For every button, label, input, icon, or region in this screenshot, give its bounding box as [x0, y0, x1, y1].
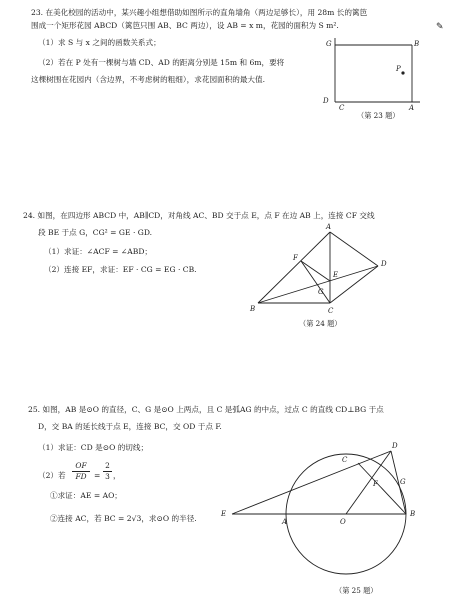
q25-line1: 25. 如图，AB 是⊙O 的直径，C、G 是⊙O 上两点，且 C 是弧AG 的中点，过点 C 的直线 CD⊥BG 于点 — [28, 405, 384, 414]
q25-part2-sub1: ①求证：AE = AO； — [50, 491, 122, 500]
pen-cursor-icon: ✎ — [436, 22, 444, 32]
q23-line2: 围成一个矩形花园 ABCD（篱笆只围 AB、BC 两边），设 AB = x m，花园的面积为 S m². — [31, 21, 339, 30]
q24-label-B: B — [250, 305, 256, 313]
q25-chord-BC — [358, 463, 406, 514]
q23-part1: （1）求 S 与 x 之间的函数关系式； — [38, 38, 161, 47]
q25-frac-value-den: 3 — [105, 472, 110, 481]
q23-part2: （2）若在 P 处有一棵树与墙 CD、AD 的距离分别是 15m 和 6m，要将 — [38, 58, 285, 67]
q23-label-C: C — [339, 104, 345, 112]
q25-label-E: E — [221, 510, 227, 518]
q25-frac-numerator: OF — [72, 461, 90, 472]
q25-label-A: A — [282, 518, 288, 526]
q23-label-D: D — [323, 97, 329, 105]
q25-label-C: C — [342, 456, 348, 464]
q24-line2: 段 BE 于点 G，CG² = GE · GD. — [38, 228, 153, 237]
q23-label-G: G — [326, 40, 332, 48]
q25-caption: （第 25 题） — [335, 586, 378, 595]
q24-label-D: D — [381, 260, 387, 268]
q25-line2: D，交 BA 的延长线于点 E，连接 BC，交 OD 于点 F. — [38, 422, 222, 431]
q24-label-F: F — [293, 254, 298, 262]
q24-caption: （第 24 题） — [299, 319, 342, 328]
q25-label-O: O — [340, 518, 346, 526]
q24-line1: 24. 如图，在四边形 ABCD 中，AB∥CD，对角线 AC、BD 交于点 E，点 F 在边 AB 上，连接 CF 交线 — [23, 211, 375, 220]
q23-label-A: A — [409, 104, 415, 112]
q23-label-B: B — [414, 40, 420, 48]
q25-label-F: F — [373, 480, 378, 488]
q25-part2-sub2: ②连接 AC，若 BC = 2√3，求⊙O 的半径. — [50, 514, 197, 523]
q25-frac-equals: = — [94, 471, 101, 480]
q25-part2-prefix: （2）若 — [38, 471, 66, 480]
q24-label-G: G — [318, 288, 324, 296]
q25-label-D: D — [392, 442, 398, 450]
q23-line1: 23. 在美化校园的活动中，某兴趣小组想借助如图所示的直角墙角（两边足够长），用 28m 长的篱笆 — [31, 8, 368, 17]
q25-part2-suffix: ， — [113, 471, 121, 480]
q25-frac-value-num: 2 — [103, 461, 112, 472]
q23-caption: （第 23 题） — [357, 111, 400, 120]
q25-segment-OD — [346, 451, 391, 514]
q25-tangent-ED — [232, 451, 391, 514]
q24-part1: （1）求证：∠ACF = ∠ABD； — [44, 247, 153, 256]
q24-part2: （2）连接 EF，求证：EF · CG = EG · CB. — [44, 265, 197, 274]
q23-part2-cont: 这棵树围在花园内（含边界，不考虑树的粗细），求花园面积的最大值. — [31, 75, 266, 84]
q25-frac-denominator: FD — [75, 472, 87, 481]
q24-label-C: C — [328, 307, 334, 315]
q24-label-E: E — [333, 271, 339, 279]
q24-label-A: A — [326, 223, 332, 231]
q25-label-G: G — [400, 478, 406, 486]
q25-label-B: B — [410, 510, 416, 518]
q23-label-P: P — [396, 65, 401, 73]
q25-part1: （1）求证：CD 是⊙O 的切线； — [38, 443, 149, 452]
